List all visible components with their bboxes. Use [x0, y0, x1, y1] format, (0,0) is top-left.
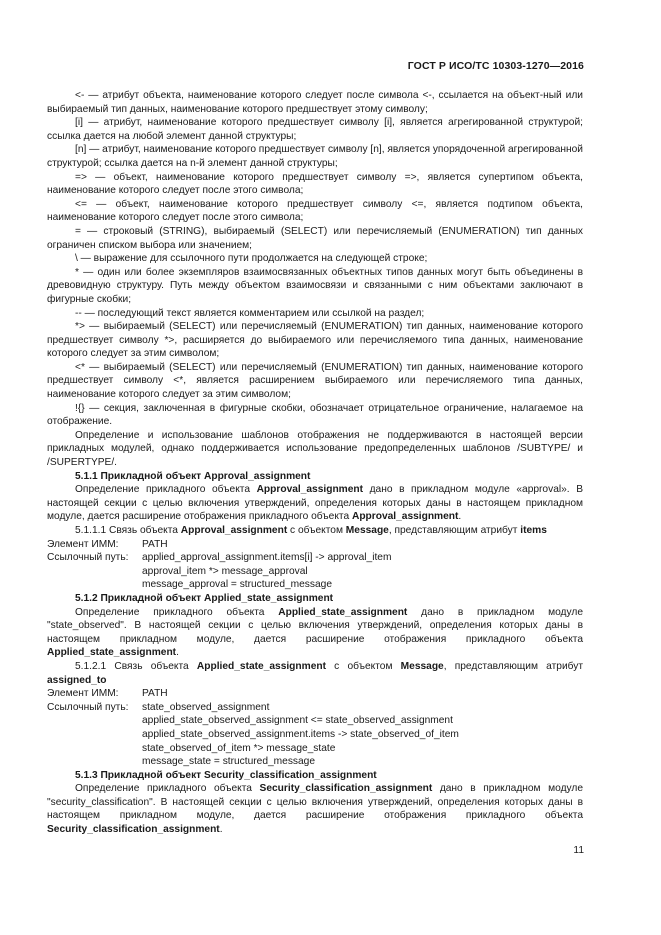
- text-run: 5.1.2.1 Связь объекта: [75, 660, 197, 672]
- entity-name: Security_classification_assignment: [259, 783, 433, 795]
- text-run: дано в прикладном модуле "security_classification". В настоящей секции с целью включения утверждений, определения которых даны в настоящем прикладном модуле, дается расширение отображения прикладного объекта: [47, 783, 583, 822]
- section-title-5-1-1: 5.1.1 Прикладной объект Approval_assignment: [75, 470, 311, 482]
- text-run: Определение прикладного объекта: [75, 484, 257, 496]
- section-paragraph: [47, 483, 583, 524]
- definition-item: <= — объект, наименование которого предшествует символу <=, является подтипом объекта, наименование которого следует после этого символа;: [47, 198, 583, 224]
- reference-path-line: applied_state_observed_assignment.items -> state_observed_of_item: [142, 728, 459, 740]
- entity-name: Approval_assignment: [180, 525, 288, 536]
- definition-item: -- — последующий текст является комментарием или ссылкой на раздел;: [75, 307, 425, 319]
- mim-element-value: PATH: [142, 688, 168, 700]
- entity-name: Applied_state_assignment: [196, 660, 326, 672]
- reference-path-row: [47, 714, 583, 728]
- reference-path-line: message_state = structured_message: [142, 756, 315, 768]
- definition-item: *> — выбираемый (SELECT) или перечисляемый (ENUMERATION) тип данных, наименование которого предшествует символу *>, расширяется до выбираемого или перечисляемого типа данных, наименование которого следует за этим символом;: [47, 321, 583, 360]
- reference-path-line: applied_approval_assignment.items[i] -> approval_item: [142, 552, 392, 564]
- section-paragraph: [47, 782, 583, 836]
- mim-element-label: Элемент ИММ:: [47, 538, 119, 550]
- section-title-5-1-3: 5.1.3 Прикладной объект Security_classification_assignment: [75, 769, 377, 781]
- reference-path-row: [47, 755, 583, 769]
- text-run: , представляющим атрибут: [388, 525, 521, 536]
- page-number: 11: [573, 845, 584, 856]
- entity-name: Approval_assignment: [351, 511, 459, 523]
- reference-path-label: Ссылочный путь:: [47, 552, 129, 564]
- reference-path-label: Ссылочный путь:: [47, 701, 129, 713]
- text-run: с объектом: [287, 525, 346, 536]
- mim-element-row: [47, 538, 583, 552]
- entity-name: Approval_assignment: [256, 484, 364, 496]
- text-run: Определение прикладного объекта: [75, 606, 279, 618]
- definition-item: [i] — атрибут, наименование которого предшествует символу [i], является агрегированной структурой; ссылка дается на любой элемент данной структуры;: [47, 117, 583, 142]
- entity-name: Message: [400, 660, 444, 672]
- text-run: дано в прикладном модуле «approval». В настоящей секции с целью включения утверждений, определения которых даны в настоящем прикладном модуле, дается расширение отображения прикладного объекта: [47, 484, 583, 523]
- entity-name: Security_classification_assignment: [47, 824, 220, 836]
- mim-element-label: Элемент ИММ:: [47, 688, 119, 700]
- entity-name: Applied_state_assignment: [278, 606, 408, 618]
- text-run: , представляющим атрибут: [443, 660, 584, 672]
- text-run: .: [458, 511, 462, 523]
- definition-item: <- — атрибут объекта, наименование которого следует после символа <-, ссылается на объект-ный или выбираемый тип данных, наименование которого предшествует этому символу;: [47, 90, 583, 115]
- text-run: .: [219, 824, 223, 836]
- section-title-5-1-2: 5.1.2 Прикладной объект Applied_state_assignment: [75, 592, 334, 604]
- reference-path-line: applied_state_observed_assignment <= state_observed_assignment: [142, 715, 453, 727]
- reference-path-line: state_observed_of_item *> message_state: [142, 742, 336, 754]
- text-run: 5.1.1.1 Связь объекта: [75, 525, 181, 536]
- document-code-header: ГОСТ Р ИСО/ТС 10303-1270—2016: [407, 60, 584, 72]
- definition-item: \ — выражение для ссылочного пути продолжается на следующей строке;: [75, 253, 428, 265]
- mim-element-value: PATH: [142, 538, 168, 550]
- subsection-title-5-1-1-1: [47, 524, 583, 538]
- text-run: Определение прикладного объекта: [75, 783, 260, 795]
- definition-item: <* — выбираемый (SELECT) или перечисляемый (ENUMERATION) тип данных, наименование которого предшествует символу <*, является расширением выбираемого или перечисляемого типа данных, наименование которого следует за этим символом;: [47, 361, 583, 401]
- text-run: .: [176, 647, 179, 659]
- reference-path-line: state_observed_assignment: [142, 701, 270, 713]
- entity-name: Applied_state_assignment: [47, 647, 177, 659]
- definition-item: => — объект, наименование которого предшествует символу =>, является супертипом объекта, наименование которого следует после этого символа;: [47, 171, 583, 197]
- definition-item: * — один или более экземпляров взаимосвязанных объектных типов данных могут быть объединены в древовидную структуру. Путь между объектом взаимосвязи и связанными с ним объектами заключают в фигурные скобки;: [47, 266, 583, 305]
- page-body: [47, 89, 583, 837]
- definition-item: !{} — секция, заключенная в фигурные скобки, обозначает отрицательное ограничение, налагаемое на отображение.: [47, 402, 583, 428]
- text-run: дано в прикладном модуле "state_observed". В настоящей секции с целью включения утверждений, определения которых даны в настоящем прикладном модуле, дается расширение отображения прикладного объекта: [47, 606, 583, 645]
- reference-path-row: [47, 701, 583, 715]
- reference-path-row: [47, 728, 583, 742]
- text-run: с объектом: [325, 660, 401, 672]
- reference-path-row: [47, 742, 583, 756]
- reference-path-row: [47, 578, 583, 592]
- attribute-name: items: [520, 525, 547, 536]
- definition-item: [n] — атрибут, наименование которого предшествует символу [n], является упорядоченной агрегированной структурой; ссылка дается на n-й элемент данной структуры;: [47, 144, 583, 169]
- definition-item: = — строковый (STRING), выбираемый (SELECT) или перечисляемый (ENUMERATION) тип данных ограничен списком выбора или значением;: [47, 225, 583, 251]
- reference-path-row: [47, 551, 583, 565]
- section-paragraph: [47, 606, 583, 660]
- reference-path-line: approval_item *> message_approval: [142, 565, 308, 577]
- intro-note: Определение и использование шаблонов отображения не поддерживаются в настоящей версии прикладных модулей, однако поддерживается использование предопределенных шаблонов /SUBTYPE/ и /SUPERTYPE/.: [47, 429, 583, 469]
- mim-element-row: [47, 687, 583, 701]
- subsection-title-5-1-2-1: [47, 660, 583, 687]
- entity-name: Message: [345, 525, 389, 536]
- attribute-name: assigned_to: [47, 674, 107, 686]
- reference-path-row: [47, 565, 583, 579]
- reference-path-line: message_approval = structured_message: [142, 579, 332, 591]
